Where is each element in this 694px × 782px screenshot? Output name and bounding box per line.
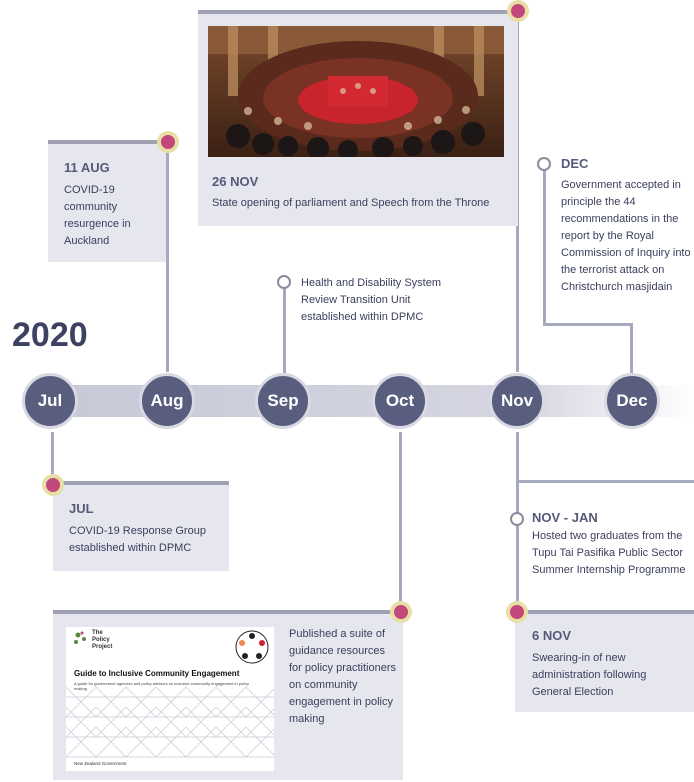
event-marker-nov6	[506, 601, 528, 623]
event-text: COVID-19 community resurgence in Auckland	[64, 184, 131, 247]
event-card-oct	[53, 610, 403, 780]
event-text: COVID-19 Response Group established within DPMC	[69, 525, 206, 554]
month-oct: Oct	[372, 373, 428, 429]
event-marker-oct	[390, 601, 412, 623]
guide-footer: New Zealand Government	[74, 761, 127, 766]
event-marker-jul	[42, 474, 64, 496]
novjan-event-marker	[510, 512, 524, 526]
event-card-nov6	[515, 610, 694, 712]
guide-logo-line3: Project	[92, 644, 113, 650]
event-date: 11 AUG	[64, 160, 110, 175]
month-jul: Jul	[22, 373, 78, 429]
guide-logo-line2: Policy	[92, 637, 110, 643]
connector-aug	[166, 150, 169, 372]
event-card-jul	[53, 481, 229, 571]
connector-dec-vert	[543, 170, 546, 325]
sep-event-marker	[277, 275, 291, 289]
guide-subtitle: A guide for government agencies and policy advisors on inclusive community engagement in policy making	[74, 681, 249, 691]
event-text: State opening of parliament and Speech from the Throne	[212, 197, 490, 209]
guide-logo-line1: The	[92, 630, 103, 636]
guide-title: Guide to Inclusive Community Engagement	[74, 669, 240, 678]
dec-event-date: DEC	[561, 156, 589, 171]
guide-cover	[66, 627, 274, 771]
event-date: 6 NOV	[532, 628, 572, 643]
connector-nov-branch	[516, 480, 694, 483]
novjan-event-text: Hosted two graduates from the Tupu Tai Pasifika Public Sector Summer Internship Programme	[532, 530, 686, 576]
month-aug: Aug	[139, 373, 195, 429]
connector-dec-down	[630, 323, 633, 373]
event-date: 26 NOV	[212, 174, 259, 189]
event-text: Swearing-in of new administration following General Election	[532, 652, 647, 698]
event-text: Published a suite of guidance resources for policy practitioners on community engagement in policy making	[289, 628, 396, 725]
parliament-image	[208, 26, 504, 157]
event-date: JUL	[69, 501, 94, 516]
connector-oct	[399, 432, 402, 610]
month-sep: Sep	[255, 373, 311, 429]
timeline-bar	[30, 385, 694, 417]
connector-sep	[283, 287, 286, 373]
month-dec: Dec	[604, 373, 660, 429]
event-card-aug	[48, 140, 166, 262]
sep-event-text: Health and Disability System Review Transition Unit established within DPMC	[301, 277, 442, 323]
dec-event-marker	[537, 157, 551, 171]
year-heading: 2020	[12, 316, 88, 354]
event-marker-aug	[157, 131, 179, 153]
dec-event-text: Government accepted in principle the 44 recommendations in the report by the Royal Commission of Inquiry into the terrorist attack on Christchurch masjidain	[561, 179, 691, 293]
novjan-event-date: NOV - JAN	[532, 510, 598, 525]
parliament-photo	[208, 26, 504, 157]
connector-dec-horiz	[543, 323, 633, 326]
event-marker-nov26	[507, 0, 529, 22]
month-nov: Nov	[489, 373, 545, 429]
